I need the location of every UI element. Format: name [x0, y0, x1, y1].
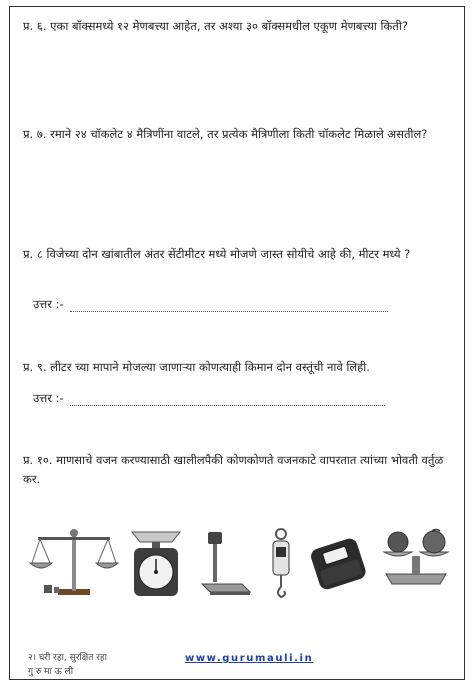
- answer-label: उत्तर :-: [33, 297, 64, 311]
- platform-scale-icon[interactable]: [198, 530, 252, 596]
- question-6: प्र. ६. एका बॉक्समध्ये १२ मेणबत्त्या आहेत, तर अश्या ३० बॉक्समधील एकूण मेणबत्त्या किती?: [23, 19, 408, 33]
- answer-label: उत्तर :-: [33, 391, 64, 405]
- bathroom-scale-icon[interactable]: [308, 535, 368, 591]
- answer-dotted-line: [70, 302, 388, 312]
- question-8: प्र. ८ विजेच्या दोन खांबातील अंतर सेंटीमीटर मध्ये मोजणे जास्त सोयीचे आहे की, मीटर मध्ये ?: [23, 247, 411, 261]
- footer-left: [28, 651, 107, 679]
- kitchen-dial-scale-icon[interactable]: [128, 528, 184, 598]
- answer-line-q9[interactable]: [33, 390, 385, 406]
- balance-scale-icon[interactable]: [30, 525, 118, 597]
- answer-dotted-line: [70, 396, 385, 406]
- hanging-spring-scale-icon[interactable]: [264, 527, 298, 599]
- question-10: प्र. १०. माणसाचे वजन करण्यासाठी खालीलपैकी कोणकोणते वजनकाटे वापरतात त्यांच्या भोवती वर्तुळ कर.: [23, 453, 444, 486]
- footer-slogan: २। घरी रहा, सुरक्षित रहा: [28, 653, 107, 663]
- question-7: प्र. ७. रमाने २४ चॉकलेट ४ मैत्रिणींना वाटले, तर प्रत्येक मैत्रिणीला किती चॉकलेट मिळाले असतील?: [23, 127, 428, 141]
- pan-balance-with-fruits-icon[interactable]: [380, 528, 452, 588]
- question-9: प्र. ९. लीटर च्या मापाने मोजल्या जाणाऱ्या कोणत्याही किमान दोन वस्तूंची नावे लिही.: [23, 360, 370, 374]
- answer-line-q8[interactable]: [33, 296, 388, 312]
- footer-brand: गु रु मा ऊ ली: [28, 667, 74, 677]
- footer-website-link[interactable]: www.gurumauli.in: [185, 653, 314, 664]
